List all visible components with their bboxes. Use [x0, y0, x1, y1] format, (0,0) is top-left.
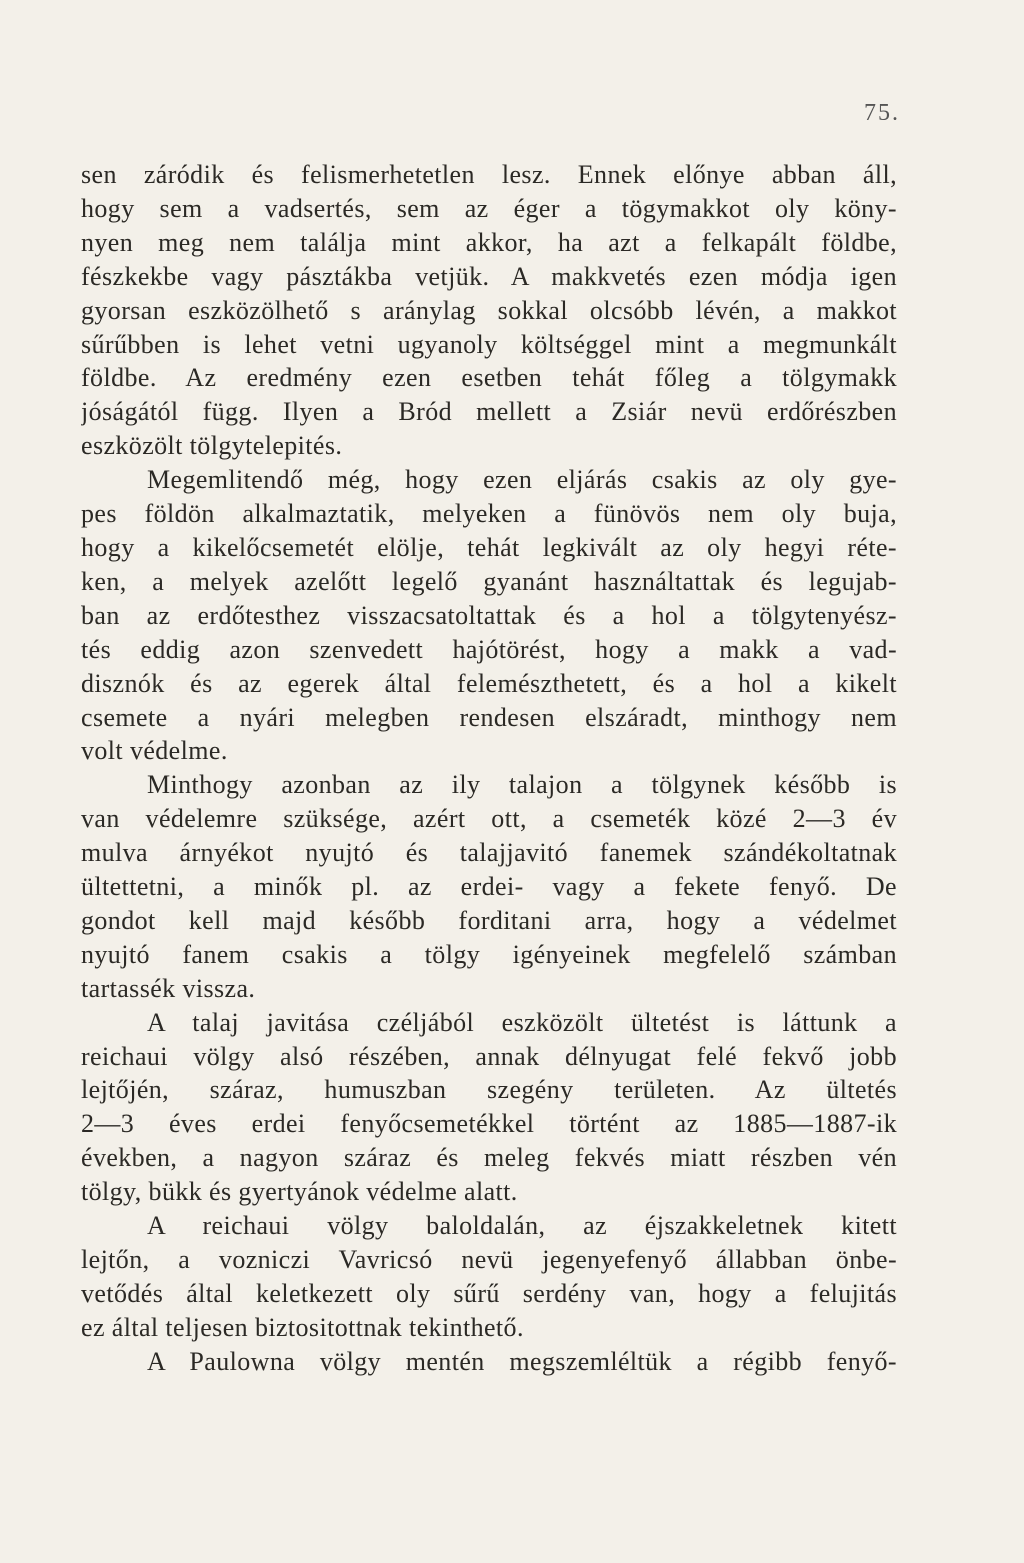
text-line: sűrűbben is lehet vetni ugyanoly költséggel mint a megmunkált: [81, 329, 897, 359]
text-line: gondot kell majd később forditani arra, hogy a védelmet: [81, 905, 897, 935]
paragraph: [81, 158, 897, 463]
paragraph: [81, 1345, 897, 1379]
text-line: években, a nagyon száraz és meleg fekvés miatt részben vén: [81, 1143, 897, 1173]
text-line: van védelemre szüksége, azért ott, a csemeték közé 2—3 év: [81, 804, 897, 834]
text-line: hogy a kikelőcsemetét elölje, tehát legkivált az oly hegyi réte-: [81, 532, 897, 562]
text-line: A Paulowna völgy mentén megszemléltük a régibb fenyő-: [147, 1346, 897, 1376]
text-line: disznók és az egerek által felemészthetett, és a hol a kikelt: [81, 668, 897, 698]
text-line: gyorsan eszközölhető s aránylag sokkal olcsóbb lévén, a makkot: [81, 295, 897, 325]
text-line: ban az erdőtesthez visszacsatoltattak és a hol a tölgytenyész-: [81, 600, 897, 630]
paragraph: [81, 463, 897, 768]
text-line: A reichaui völgy baloldalán, az éjszakkeletnek kitett: [147, 1211, 897, 1241]
text-line: jóságától függ. Ilyen a Bród mellett a Zsiár nevü erdőrészben: [81, 397, 897, 427]
text-line: tartassék vissza.: [81, 973, 256, 1003]
text-line: ültettetni, a minők pl. az erdei- vagy a fekete fenyő. De: [81, 872, 897, 902]
text-line: Minthogy azonban az ily talajon a tölgynek később is: [147, 770, 897, 800]
text-line: tölgy, bükk és gyertyánok védelme alatt.: [81, 1177, 518, 1207]
text-line: csemete a nyári melegben rendesen elszáradt, minthogy nem: [81, 702, 897, 732]
paragraph: [81, 768, 897, 1005]
text-line: fészkekbe vagy pásztákba vetjük. A makkvetés ezen módja igen: [81, 261, 897, 291]
text-line: A talaj javitása czéljából eszközölt ültetést is láttunk a: [147, 1007, 897, 1037]
text-line: eszközölt tölgytelepités.: [81, 431, 343, 461]
paragraph: [81, 1209, 897, 1345]
text-line: volt védelme.: [81, 736, 228, 766]
text-line: nyujtó fanem csakis a tölgy igényeinek megfelelő számban: [81, 939, 897, 969]
text-line: lejtőjén, száraz, humuszban szegény területen. Az ültetés: [81, 1075, 897, 1105]
text-line: ken, a melyek azelőtt legelő gyanánt használtattak és legujab-: [81, 566, 897, 596]
text-line: Megemlitendő még, hogy ezen eljárás csakis az oly gye-: [147, 465, 897, 495]
text-line: mulva árnyékot nyujtó és talajjavitó fanemek szándékoltatnak: [81, 838, 897, 868]
text-line: nyen meg nem találja mint akkor, ha azt a felkapált földbe,: [81, 227, 897, 257]
text-line: hogy sem a vadsertés, sem az éger a tögymakkot oly köny-: [81, 193, 897, 223]
text-line: 2—3 éves erdei fenyőcsemetékkel történt az 1885—1887-ik: [81, 1109, 897, 1139]
page-number: 75.: [864, 100, 900, 126]
text-line: földbe. Az eredmény ezen esetben tehát főleg a tölgymakk: [81, 363, 897, 393]
text-line: ez által teljesen biztositottnak tekinthető.: [81, 1312, 524, 1342]
text-line: lejtőn, a vozniczi Vavricsó nevü jegenyefenyő állabban önbe-: [81, 1245, 897, 1274]
body-text: [81, 158, 897, 1379]
text-line: sen záródik és felismerhetetlen lesz. Ennek előnye abban áll,: [81, 160, 897, 189]
text-line: pes földön alkalmaztatik, melyeken a fünövös nem oly buja,: [81, 499, 897, 529]
text-line: reichaui völgy alsó részében, annak délnyugat felé fekvő jobb: [81, 1041, 897, 1071]
text-line: tés eddig azon szenvedett hajótörést, hogy a makk a vad-: [81, 634, 897, 664]
text-line: vetődés által keletkezett oly sűrű serdény van, hogy a felujitás: [81, 1278, 897, 1308]
paragraph: [81, 1006, 897, 1209]
